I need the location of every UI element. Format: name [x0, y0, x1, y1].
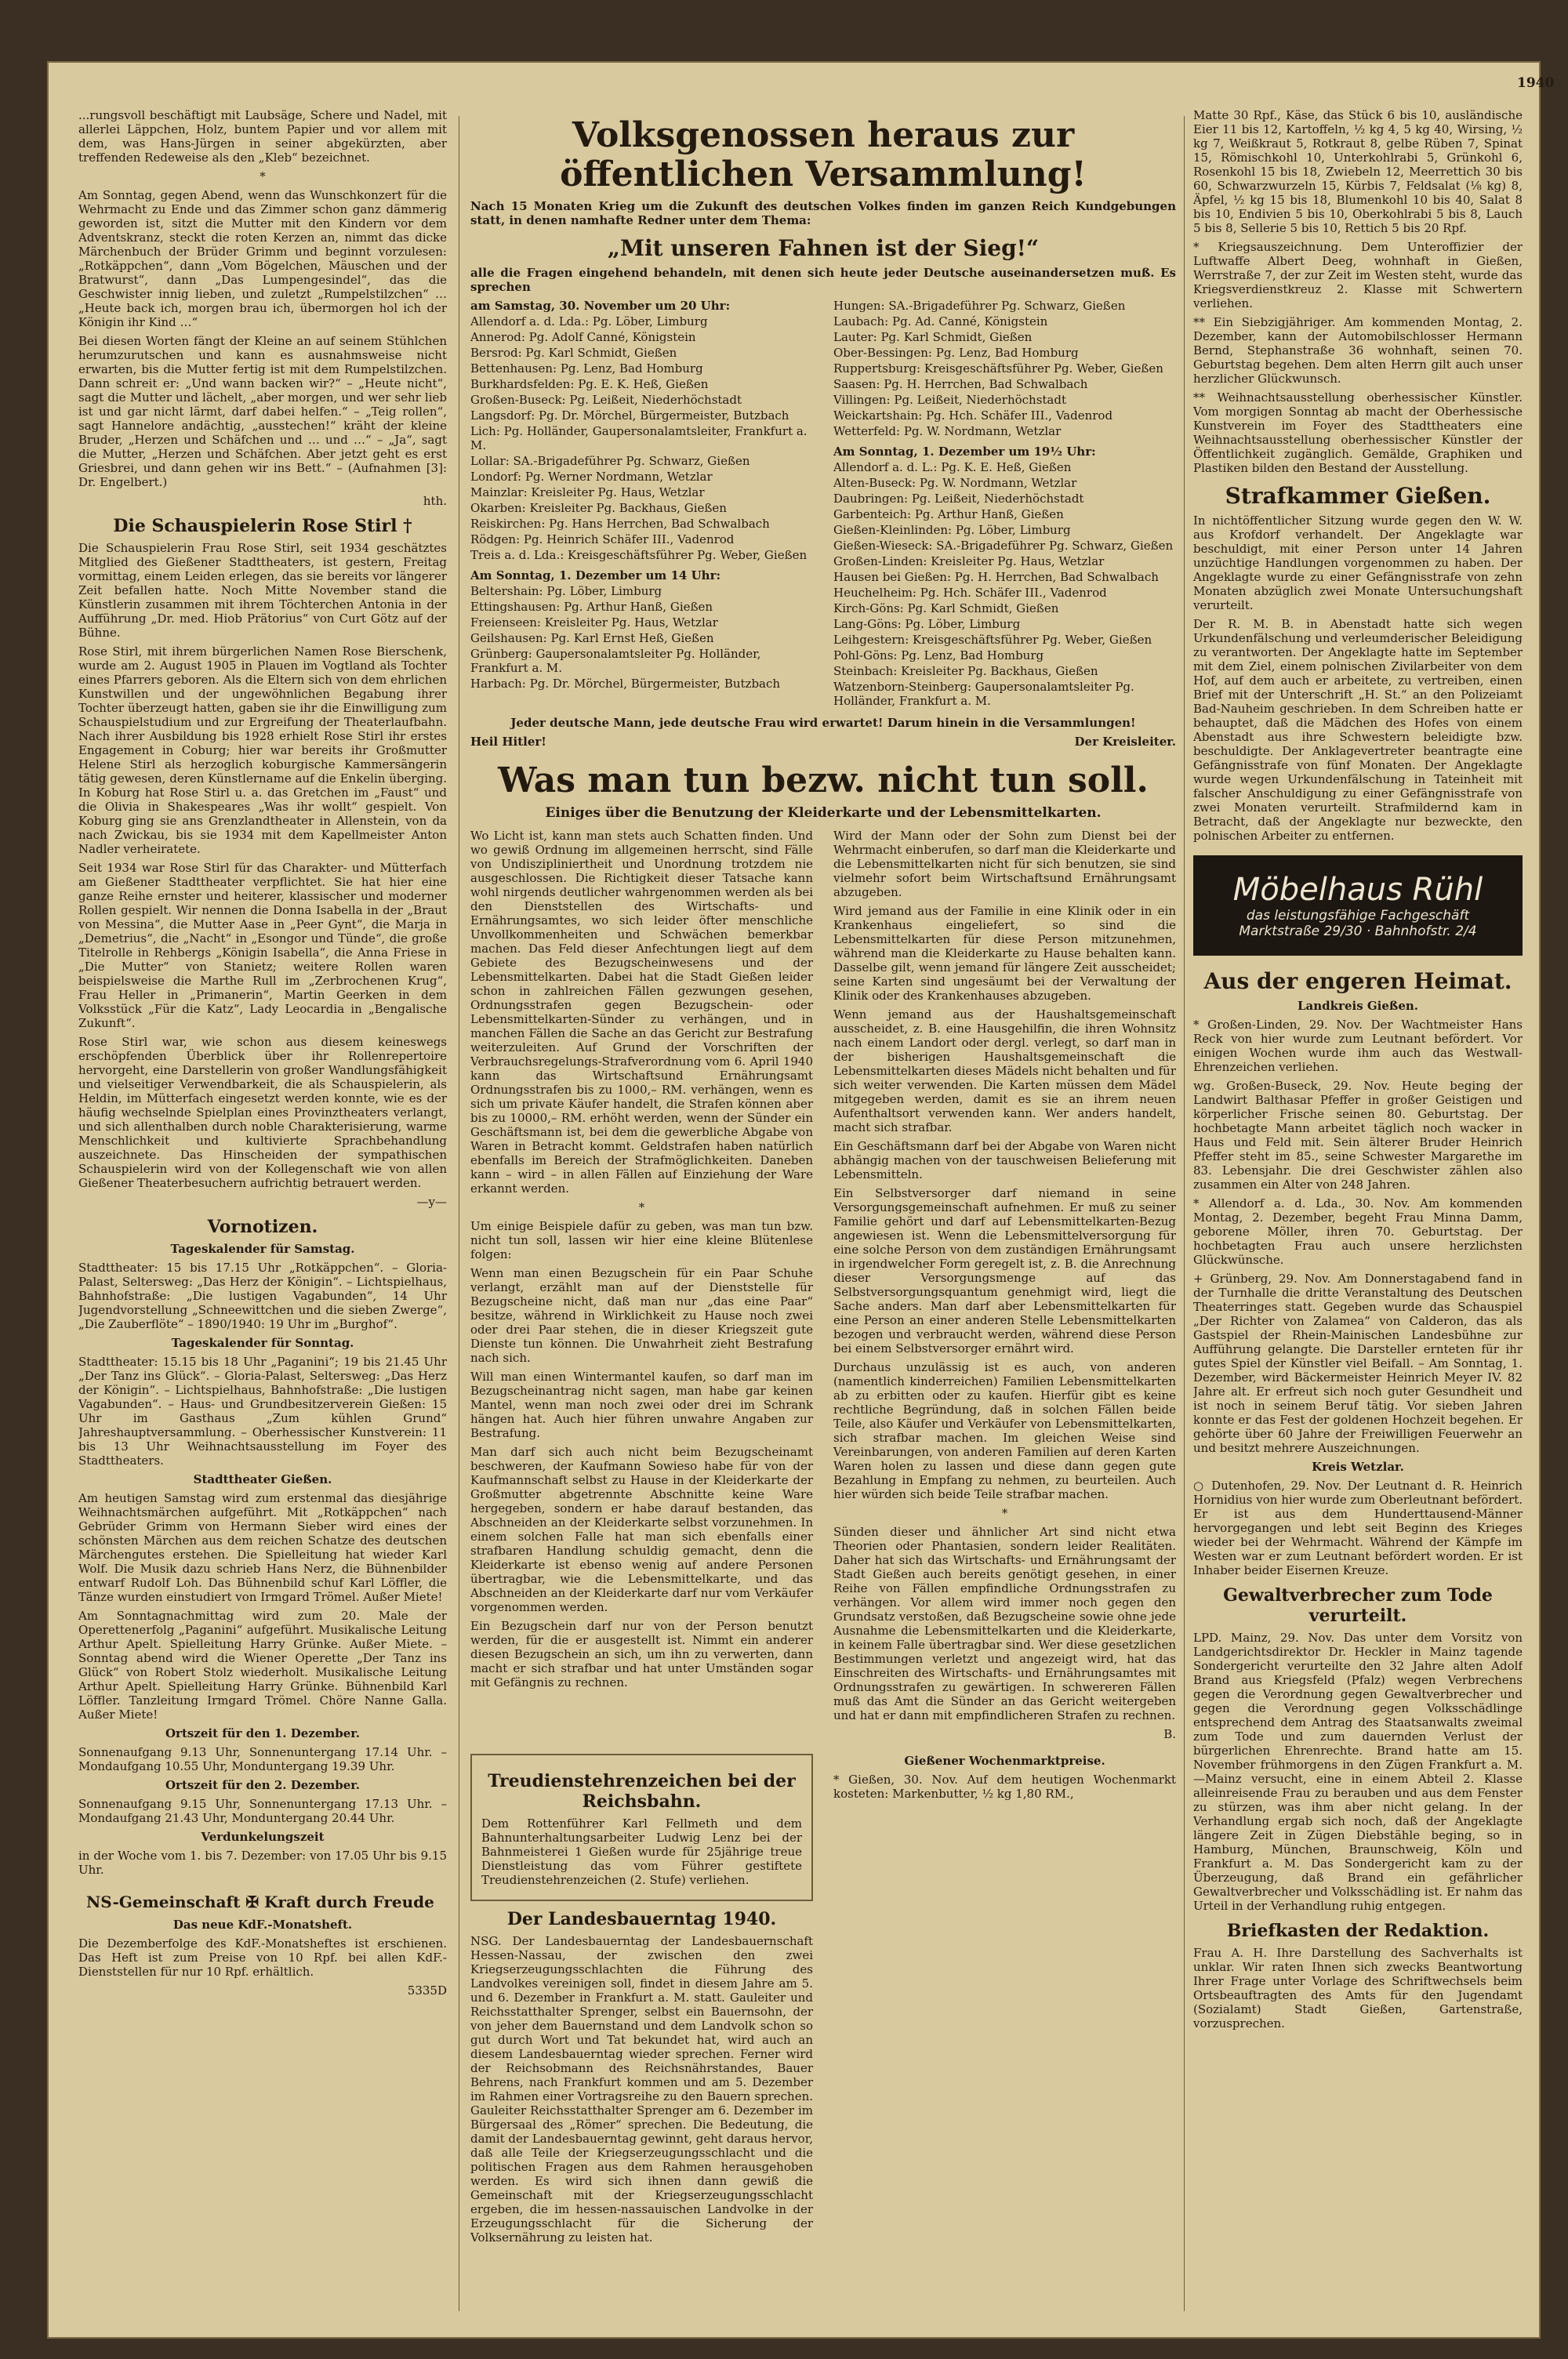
closing-call: Jeder deutsche Mann, jede deutsche Frau wird erwartet! Darum hinein in die Versammlungen!: [510, 716, 1136, 730]
article-text: Wenn man einen Bezugschein für ein Paar Schuhe verlangt, erzählt man auf der Dienststelle für Bezugscheine nicht, daß man nur „das eine Paar“ besitze, während in Wirklichkeit zu Hause noch zwei oder drei Paar stehen, die in dieser Kriegszeit gute Dienste tun können. Die Unwahrheit zieht Bestrafung nach sich.: [470, 1266, 813, 1365]
list-item: Ettingshausen: Pg. Arthur Hanß, Gießen: [470, 600, 713, 614]
kdf-label: NS-Gemeinschaft ✠ Kraft durch Freude: [86, 1893, 434, 1911]
list-item: Hausen bei Gießen: Pg. H. Herrchen, Bad Schwalbach: [833, 570, 1159, 584]
article-text: * Gießen, 30. Nov. Auf dem heutigen Wochenmarkt kosteten: Markenbutter, ½ kg 1,80 RM.,: [833, 1773, 1176, 1801]
list-item: Heuchelheim: Pg. Hch. Schäfer III., Vadenrod: [833, 586, 1107, 600]
newspaper-page: [47, 61, 1541, 2339]
article-text: Bei diesen Worten fängt der Kleine an auf seinem Stühlchen herumzurutschen und kann es ausnahmsweise nicht erwarten, bis die Mutter fertig ist mit dem Rumpelstilzchen. Dann schreit er: „Und wann backen wir?“ – „Heute nicht“, sagt die Mutter und lächelt, „aber morgen, und wer sehr lieb ist und gar nicht lärmt, darf dabei helfen.“ – „Teig rollen“, sagt Hannelore andächtig, „ausstechen!“ kräht der kleine Bruder, „Herzen und Schäfchen und … und …“ – „Ja“, sagt die Mutter, „Herzen und Schäfchen. Aber jetzt geht es erst Griesbrei, und dann gehen wir ins Bett.“ – (Aufnahmen [3]: Dr. Engelbert.): [78, 334, 447, 489]
list-item: Beltershain: Pg. Löber, Limburg: [470, 584, 662, 598]
list-item: Lollar: SA.-Brigadeführer Pg. Schwarz, Gießen: [470, 454, 750, 468]
article-text: Ein Selbstversorger darf niemand in seine Versorgungsgemeinschaft aufnehmen. Er muß zu seiner Familie gehört und darf auf Lebensmittelkarten-Bezug angewiesen ist. Wenn die Lebensmittelversorgung für eine solche Person von dem zuständigen Ernährungsamt in irgendwelcher Form geregelt ist, z. B. die Anrechnung dieser Versorgungsmenge auf das Selbstversorgungsquantum genehmigt wird, liegt die Sache anders. Man darf aber Lebensmittelkarten für eine Person an einer anderen Stelle Lebensmittelkarten bezogen und verbraucht werden, während diese Person bei einem Selbstversorger ernährt wird.: [833, 1186, 1176, 1356]
list-item: Hungen: SA.-Brigadeführer Pg. Schwarz, Gießen: [833, 299, 1126, 313]
headline-treudienst: Treudienstehrenzeichen bei der Reichsbahn.: [488, 1771, 796, 1812]
subhead: Ortszeit für den 2. Dezember.: [165, 1778, 361, 1792]
motto: „Mit unseren Fahnen ist der Sieg!“: [607, 235, 1040, 261]
margin-page-number: 1940: [1517, 75, 1555, 91]
list-item: Steinbach: Kreisleiter Pg. Backhaus, Gießen: [833, 664, 1098, 678]
article-text: Wird jemand aus der Familie in eine Klinik oder in ein Krankenhaus eingeliefert, so sind die Lebensmittelkarten für diese Person mitzunehmen, während man die Kleiderkarte zu Hause behalten kann. Dasselbe gilt, wenn jemand für längere Zeit ausscheidet; seine Karten sind ungesäumt bei der Verwaltung der Klinik oder des Krankenhauses abzugeben.: [833, 904, 1176, 1003]
article-text: Um einige Beispiele dafür zu geben, was man tun bzw. nicht tun soll, lassen wir hier eine kleine Blütenlese folgen:: [470, 1219, 813, 1261]
list-item: Leihgestern: Kreisgeschäftsführer Pg. Weber, Gießen: [833, 633, 1152, 647]
headline-heimat: Aus der engeren Heimat.: [1203, 968, 1512, 994]
article-text: Am Sonntagnachmittag wird zum 20. Male der Operettenerfolg „Paganini“ aufgeführt. Musikalische Leitung Arthur Apelt. Spielleitung Harry Grünke. Außer Miete. – Sonntag abend wird die Wiener Operette „Der Tanz ins Glück“ von Robert Stolz wiederholt. Musikalische Leitung Arthur Apelt. Spielleitung Harry Grünke. Bühnenbild Karl Löffler. Tanzleitung Irmgard Trömel. Chöre Nanne Galla. Außer Miete!: [78, 1609, 447, 1722]
list-item: Burkhardsfelden: Pg. E. K. Heß, Gießen: [470, 377, 709, 391]
list-item: Allendorf a. d. Lda.: Pg. Löber, Limburg: [470, 314, 708, 328]
article-text: Ein Geschäftsmann darf bei der Abgabe von Waren nicht abhängig machen von der tauschweisen Belieferung mit Lebensmitteln.: [833, 1139, 1176, 1181]
list-item: Lauter: Pg. Karl Schmidt, Gießen: [833, 330, 1033, 344]
headline-briefkasten: Briefkasten der Redaktion.: [1226, 1921, 1490, 1941]
ad-name: Möbelhaus Rühl: [1232, 872, 1483, 908]
article-text: Rose Stirl war, wie schon aus diesem keineswegs erschöpfenden Überblick über ihr Rollenrepertoire hervorgeht, eine Darstellerin von großer Wandlungsfähigkeit und vielseitiger Verwendbarkeit, die als Schauspielerin, als Heldin, im Mütterfach eingesetzt werden konnte, wie es der häufig wechselnde Spielplan eines Provinztheaters verlangt, und sich allenthalben durch noble Charakterisierung, warme Menschlichkeit und kultivierte Sprachbehandlung auszeichnete. Das Hinscheiden der sympathischen Schauspielerin wird von der Kollegenschaft wie von allen Gießener Theaterbesuchern aufrichtig betrauert werden.: [78, 1035, 447, 1190]
article-text: Wo Licht ist, kann man stets auch Schatten finden. Und wo gewiß Ordnung im allgemeinen herrscht, sind Fälle von Undiszipliniertheit und Unordnung trotzdem nie ausgeschlossen. Die Richtigkeit dieser Tatsache kann wohl nirgends deutlicher wahrgenommen werden als bei den Dienststellen des Wirtschafts- und Ernährungsamtes, wo sich leider öfter menschliche Unvollkommenheiten und Schwächen bemerkbar machen. Das Feld dieser Anfechtungen liegt auf dem Gebiete des Bezugscheinwesens und der Lebensmittelkarten. Dabei hat die Stadt Gießen leider schon in zahlreichen Fällen gezwungen gesehen, Ordnungsstrafen gegen Bezugschein- oder Lebensmittelkarten-Sünder zu verhängen, und in manchen Fällen die Sache an das Gericht zur Bestrafung weiterzuleiten. Auf Grund der Vorschriften der Verbrauchsregelungs-Strafverordnung vom 6. April 1940 kann das Wirtschaftsund Ernährungsamt Ordnungsstrafen bis zu 1000,– RM. verhängen, wenn es sich um private Käufer handelt, die Strafen können aber bis zu 10000,– RM. erhöht werden, wenn der Sünder ein Geschäftsmann ist, bei dem die gewerbliche Abgabe von Waren in Betracht kommt. Geldstrafen haben natürlich ebenfalls im Bereich der Strafmöglichkeiten. Daneben kann – wird – in allen Fällen auf Einziehung der Ware erkannt werden.: [470, 829, 813, 1196]
headline-vornotizen: Vornotizen.: [207, 1217, 318, 1237]
article-text: Stadttheater: 15.15 bis 18 Uhr „Paganini“; 19 bis 21.45 Uhr „Der Tanz ins Glück“. – Gloria-Palast, Seltersweg: „Das Herz der Königin“. – Lichtspielhaus, Bahnhofstraße: „Die lustigen Vagabunden“. – Haus- und Grundbesitzerverein Gießen: 15 Uhr im Gasthaus „Zum kühlen Grund“ Jahreshauptversammlung. – Oberhessischer Kunstverein: 11 bis 13 Uhr Weihnachtsausstellung im Foyer des Stadttheaters.: [78, 1355, 447, 1468]
article-text: Sünden dieser und ähnlicher Art sind nicht etwa Theorien oder Phantasien, sondern leider Realitäten. Daher hat sich das Wirtschafts- und Ernährungsamt der Stadt Gießen auch bereits genötigt gesehen, in einer Reihe von Fällen empfindliche Ordnungsstrafen zu verhängen. Vor allem wird immer noch gegen den Grundsatz verstoßen, daß Bezugscheine sowie ohne jede Ausnahme die Lebensmittelkarten und die Kleiderkarte, in keinem Falle übertragbar sind. Wer diese gesetzlichen Bestimmungen verletzt und angezeigt wird, hat das Einschreiten des Wirtschafts- und Ernährungsamtes mit Ordnungsstrafen zu gewärtigen. In schwereren Fällen muß das Amt die Sünder an das Gericht weitergeben und hat er dann mit empfindlicheren Strafen zu rechnen.: [833, 1525, 1176, 1722]
list-item: Laubach: Pg. Ad. Canné, Königstein: [833, 314, 1048, 328]
article-text: Rose Stirl, mit ihrem bürgerlichen Namen Rose Bierschenk, wurde am 2. August 1905 in Plauen im Vogtland als Tochter eines Pfarrers geboren. Als die Eltern sich von dem ehrlichen Kunstwillen und der ungewöhnlichen Begabung ihrer Tochter überzeugt hatten, gaben sie ihr die Einwilligung zum Schauspielstudium und zur Ergreifung der Theaterlaufbahn. Nach ihrer Ausbildung bis 1928 erhielt Rose Stirl ihr erstes Engagement in Coburg; hier war bereits ihr Großmutter Helene Stirl als herzoglich koburgische Kammersängerin tätig gewesen, deren Künstlername auf die Enkelin überging. In Koburg hat Rose Stirl u. a. das Gretchen im „Faust“ und die Olivia in Shakespeares „Was ihr wollt“ gespielt. Von Koburg ging sie ans Grenzlandtheater in Allenstein, von da nach Zwickau, bis sie 1934 mit dem Kapellmeister Anton Nadler verheiratete.: [78, 644, 447, 856]
article-text: Frau A. H. Ihre Darstellung des Sachverhalts ist unklar. Wir raten Ihnen sich zwecks Beantwortung Ihrer Frage unter Vorlage des Schriftwechsels beim Ortsbeauftragten des Amts für den Jugendamt (Sozialamt) Stadt Gießen, Gartenstraße, vorzusprechen.: [1193, 1946, 1523, 2031]
headline-was-man-tun: Was man tun bezw. nicht tun soll.: [498, 760, 1149, 800]
list-item: Gießen-Kleinlinden: Pg. Löber, Limburg: [833, 523, 1071, 537]
closing-greeting: Heil Hitler!: [470, 735, 546, 749]
list-item: Grünberg: Gaupersonalamtsleiter Pg. Holländer, Frankfurt a. M.: [470, 647, 761, 675]
subhead: Tageskalender für Sonntag.: [171, 1336, 354, 1350]
ad-address: Marktstraße 29/30 · Bahnhofstr. 2/4: [1239, 924, 1477, 939]
list-item: Lich: Pg. Holländer, Gaupersonalamtsleiter, Frankfurt a. M.: [470, 424, 808, 452]
date-heading: am Samstag, 30. November um 20 Uhr:: [470, 299, 731, 313]
article-body-two-col: Wo Licht ist, kann man stets auch Schatten finden. Und wo gewiß Ordnung im allgemeinen herrscht, sind Fälle von Undiszipliniertheit und Unordnung trotzdem nie ausgeschlossen. Die Richtigkeit dieser Tatsache kann wohl nirgends deutlicher wahrgenommen werden als bei den Dienststellen des Wirtschafts- und Ernährungsamtes, wo sich leider öfter menschliche Unvollkommenheiten und Schwächen bemerkbar machen. Das Feld dieser Anfechtungen liegt auf dem Gebiete des Bezugscheinwesens und der Lebensmittelkarten. Dabei hat die Stadt Gießen leider schon in zahlreichen Fällen gezwungen gesehen, Ordnungsstrafen gegen Bezugschein- oder Lebensmittelkarten-Sünder zu verhängen, und in manchen Fällen die Sache an das Gericht zur Bestrafung weiterzuleiten. Auf Grund der Vorschriften der Verbrauchsregelungs-Strafverordnung vom 6. April 1940 kann das Wirtschaftsund Ernährungsamt Ordnungsstrafen bis zu 1000,– RM. verhängen, wenn es sich um private Käufer handelt, die Strafen können aber bis zu 10000,– RM. erhöht werden, wenn der Sünder ein Geschäftsmann ist, bei dem die gewerbliche Abgabe von Waren in Betracht kommt. Geldstrafen haben natürlich ebenfalls im Bereich der Strafmöglichkeiten. Daneben kann – wird – in allen Fällen auf Einziehung der Ware erkannt werden. * Um einige Beispiele dafür zu geben, was man tun bzw. nicht tun soll, lassen wir hier eine kleine Blütenlese folgen: Wenn man einen Bezugschein für ein Paar Schuhe verlangt, erzählt man auf der Dienststelle für Bezugscheine nicht, daß man nur „das eine Paar“ besitze, während in Wirklichkeit zu Hause noch zwei oder drei Paar stehen, die in dieser Kriegszeit gute Dienste tun können. Die Unwahrheit zieht Bestrafung nach sich. Will man einen Wintermantel kaufen, so darf man im Bezugscheinantrag nicht sagen, man habe gar keinen Mantel, wenn man noch zwei oder drei im Schrank hängen hat. Auch hier führen unwahre Angaben zur Bestrafung. Man darf sich auch nicht beim Bezugscheinamt beschweren, der Kaufmann Sowieso habe für von der Kaufmannschaft selbst zu Hause in der Kleiderkarte der Großmutter abgetrennte Abschnitte keine Ware hergegeben, sondern er habe darauf bestanden, das Abschneiden an der Kleiderkarte selbst vorzunehmen. In einem solchen Falle hat man sich ebenfalls einer strafbaren Handlung schuldig gemacht, denn die Kleiderkarte ist ebenso wenig auf andere Personen übertragbar, wie die Lebensmittelkarte, und das Abschneiden an der Kleiderkarte darf nur vom Verkäufer vorgenommen werden. Ein Bezugschein darf nur von der Person benutzt werden, für die er ausgestellt ist. Nimmt ein anderer diesen Bezugschein an sich, um ihn zu verwerten, dann macht er sich strafbar und hat unter Umständen sogar mit Gefängnis zu rechnen. Wird der Mann oder der Sohn zum Dienst bei der Wehrmacht einberufen, so darf man die Kleiderkarte und die Lebensmittelkarten nicht für sich benutzen, sie sind vielmehr sofort beim Wirtschaftsund Ernährungsamt abzugeben. Wird jemand aus der Familie in eine Klinik oder in ein Krankenhaus eingeliefert, so sind die Lebensmittelkarten für diese Person mitzunehmen, während man die Kleiderkarte zu Hause behalten kann. Dasselbe gilt, wenn jemand für längere Zeit ausscheidet; seine Karten sind ungesäumt bei der Verwaltung der Klinik oder des Krankenhauses abzugeben. Wenn jemand aus der Haushaltsgemeinschaft ausscheidet, z. B. eine Hausgehilfin, die ihren Wohnsitz nach einem Landort oder dergl. verlegt, so darf man in der bisherigen Haushaltsgemeinschaft die Lebensmittelkarten dieses Mädels nicht behalten und für sich weiter verwenden. Die Karten müssen dem Mädel mitgegeben werden, damit es sie an ihrem neuen Aufenthaltsort verwenden kann. Wer anders handelt, macht sich strafbar. Ein Geschäftsmann darf bei der Abgabe von Waren nicht abhängig machen von der tauschweisen Belieferung mit Lebensmitteln. Ein Selbstversorger darf niemand in seine Versorgungsgemeinschaft aufnehmen. Er muß zu seiner Familie gehört und darf auf Lebensmittelkarten-Bezug angewiesen ist. Wenn die Lebensmittelversorgung für eine solche Person von dem zuständigen Ernährungsamt in irgendwelcher Form geregelt ist, z. B. die Anrechnung dieser Versorgungsmenge auf das Selbstversorgungsquantum genehmigt wird, liegt die Sache anders. Man darf aber Lebensmittelkarten für eine Person an einer anderen Stelle Lebensmittelkarten bezogen und verbraucht werden, während diese Person bei einem Selbstversorger ernährt wird. Durchaus unzulässig ist es auch, von anderen (namentlich kinderreichen) Familien Lebensmittelkarten ab zu erbitten oder zu kaufen. Hierfür gibt es keine rechtliche Begründung, daß in solchen Fällen beide Teile, also Käufer und Verkäufer von Lebensmittelkarten, sich strafbar machen. Im gleichen Weise sind Vereinbarungen, von anderen Familien auf deren Karten Waren holen zu lassen und diese dann gegen gute Bezahlung in Empfang zu nehmen, zu beurteilen. Auch hier würden sich beide Teile strafbar machen. * Sünden dieser und ähnlicher Art sind nicht etwa Theorien oder Phantasien, sondern leider Realitäten. Daher hat sich das Wirtschafts- und Ernährungsamt der Stadt Gießen auch bereits genötigt gesehen, in einer Reihe von Fällen empfindliche Ordnungsstrafen zu verhängen. Vor allem wird immer noch gegen den Grundsatz verstoßen, daß Bezugscheine sowie ohne jede Ausnahme die Lebensmittelkarten und die Kleiderkarte, in keinem Falle übertragbar sind. Wer diese gesetzlichen Bestimmungen verletzt und angezeigt wird, hat das Einschreiten des Wirtschafts- und Ernährungsamtes mit Ordnungsstrafen zu gewärtigen. In schwereren Fällen muß das Amt die Sünder an das Gericht weitergeben und hat er dann mit empfindlicheren Strafen zu rechnen. B.: [470, 829, 1176, 1741]
list-item: Weickartshain: Pg. Hch. Schäfer III., Vadenrod: [833, 408, 1113, 423]
center-column: [470, 108, 1176, 2319]
article-text: * Kriegsauszeichnung. Dem Unteroffizier der Luftwaffe Albert Deeg, wohnhaft in Gießen, Werrstraße 7, der zur Zeit im Westen steht, wurde das Kriegsverdienstkreuz 2. Klasse mit Schwertern verliehen.: [1193, 240, 1523, 310]
list-item: Villingen: Pg. Leißeit, Niederhöchstadt: [833, 393, 1067, 407]
article-text: Seit 1934 war Rose Stirl für das Charakter- und Mütterfach am Gießener Stadttheater verpflichtet. Sie hat hier eine ganze Reihe ernster und heiterer, klassischer und moderner Rollen gespielt. Wir nennen die Donna Isabella in der „Braut von Messina“, die Mutter Aase in „Peer Gynt“, die Marja in „Demetrius“, die „Nacht“ in „Esongor und Tünde“, die große Titelrolle in Rehbergs „Königin Isabella“, die Anna Friese in „Die Mutter“ von Stanietz; weitere Rollen waren beispielsweise die Marthe Rull im „Zerbrochenen Krug“, Frau Heller in „Primanerin“, Martin Geerken in dem Volksstück „Für die Katz“, Lady Leocardia in „Bengalische Zukunft“.: [78, 861, 447, 1030]
kdf-banner: [78, 1886, 447, 1918]
subhead: Landkreis Gießen.: [1298, 999, 1418, 1013]
article-text: wg. Großen-Buseck, 29. Nov. Heute beging der Landwirt Balthasar Pfeffer in großer Geistigen und körperlicher Frische seinen 80. Geburtstag. Der hochbetagte Mann arbeitet täglich noch wacker in Haus und Feld mit. Sein älterer Bruder Heinrich Pfeffer steht im 85., seine Schwester Margarethe im 83. Lebensjahr. Die drei Geschwister zählen also zusammen ein Alter von 248 Jahren.: [1193, 1079, 1523, 1192]
list-item: Annerod: Pg. Adolf Canné, Königstein: [470, 330, 696, 344]
list-item: Freienseen: Kreisleiter Pg. Haus, Wetzlar: [470, 615, 718, 630]
intro-text: alle die Fragen eingehend behandeln, mit denen sich heute jeder Deutsche auseinandersetzen muß. Es sprechen: [470, 266, 1176, 294]
list-item: Ober-Bessingen: Pg. Lenz, Bad Homburg: [833, 346, 1079, 360]
subhead: Tageskalender für Samstag.: [170, 1242, 355, 1256]
signature: hth.: [423, 494, 447, 508]
article-text: Stadttheater: 15 bis 17.15 Uhr „Rotkäppchen“. – Gloria-Palast, Seltersweg: „Das Herz der Königin“. – Lichtspielhaus, Bahnhofstraße: „Die lustigen Vagabunden“, 14 Uhr Jugendvorstellung „Schneewittchen und die sieben Zwerge“, „Die Zauberflöte“ – 1890/1940: 19 Uhr im „Burghof“.: [78, 1261, 447, 1331]
moebelhaus-ad: [1193, 855, 1523, 956]
article-text: ...rungsvoll beschäftigt mit Laubsäge, Schere und Nadel, mit allerlei Läppchen, Holz, buntem Papier und vor allem mit dem, was Hans-Jürgen in seiner abgekürzten, aber treffenden Redeweise als den „Kleb“ bezeichnet.: [78, 108, 447, 165]
subhead: Gießener Wochenmarktpreise.: [904, 1754, 1105, 1768]
list-item: Mainzlar: Kreisleiter Pg. Haus, Wetzlar: [470, 485, 705, 499]
article-text: Sonnenaufgang 9.13 Uhr, Sonnenuntergang 17.14 Uhr. – Mondaufgang 10.55 Uhr, Monduntergang 19.39 Uhr.: [78, 1745, 447, 1773]
article-text: Dem Rottenführer Karl Fellmeth und dem Bahnunterhaltungsarbeiter Ludwig Lenz bei der Bahnmeisterei 1 Gießen wurde für 25jährige treue Dienstleistung das vom Führer gestiftete Treudienstehrenzeichen (2. Stufe) verliehen.: [481, 1816, 802, 1887]
subhead: Stadttheater Gießen.: [193, 1472, 332, 1486]
article-text: Am heutigen Samstag wird zum erstenmal das diesjährige Weihnachtsmärchen aufgeführt. Mit „Rotkäppchen“ nach Gebrüder Grimm von Hermann Sieber wird eines der schönsten Märchen aus dem reichen Schatze des deutschen Märchengutes erstehen. Die Spielleitung hat wieder Karl Wolf. Die Musik dazu schrieb Hans Nerz, die Bühnenbilder entwarf Rudolf Loh. Das Bühnenbild schuf Karl Löffler, die Tänze wurden einstudiert von Irmgard Trömel. Außer Miete!: [78, 1491, 447, 1604]
article-text: Durchaus unzulässig ist es auch, von anderen (namentlich kinderreichen) Familien Lebensmittelkarten ab zu erbitten oder zu kaufen. Hierfür gibt es keine rechtliche Begründung, daß in solchen Fällen beide Teile, also Käufer und Verkäufer von Lebensmittelkarten, sich strafbar machen. Im gleichen Weise sind Vereinbarungen, von anderen Familien auf deren Karten Waren holen zu lassen und diese dann gegen gute Bezahlung in Empfang zu nehmen, zu beurteilen. Auch hier würden sich beide Teile strafbar machen.: [833, 1360, 1176, 1501]
list-item: Saasen: Pg. H. Herrchen, Bad Schwalbach: [833, 377, 1088, 391]
list-item: Kirch-Göns: Pg. Karl Schmidt, Gießen: [833, 601, 1059, 615]
article-text: * Allendorf a. d. Lda., 30. Nov. Am kommenden Montag, 2. Dezember, begeht Frau Minna Damm, geborene Möller, ihren 70. Geburtstag. Der hochbetagten Frau auch unsere herzlichsten Glückwünsche.: [1193, 1196, 1523, 1267]
reichsbahn-box: [470, 1754, 813, 1901]
right-column: [1193, 108, 1523, 2319]
article-text: LPD. Mainz, 29. Nov. Das unter dem Vorsitz von Landgerichtsdirektor Dr. Heckler in Mainz tagende Sondergericht verurteilte den 32 Jahre alten Adolf Brand aus Kriegsfeld (Pfalz) wegen Verbrechens gegen die Verordnung gegen Gewaltverbrecher und gegen die Verordnung gegen Volksschädlinge entsprechend dem Antrag des Staatsanwalts zweimal zum Tode und zum dauernden Verlust der bürgerlichen Ehrenrechte. Brand hatte am 15. November frühmorgens in den Zügen Frankfurt a. M.—Mainz versucht, eine in einem Abteil 2. Klasse alleinreisende Frau zu berauben und aus dem Fenster zu stürzen, was ihm aber nicht gelang. In der Verhandlung ergab sich noch, daß der Angeklagte längere Zeit in Zügen Diebstähle beging, so in Hamburg, München, Braunschweig, Köln und Frankfurt a. M. Das Sondergericht kam zu der Überzeugung, daß Brand ein gefährlicher Gewaltverbrecher und Volksschädling ist. Er nahm das Urteil in der Verhandlung ruhig entgegen.: [1193, 1631, 1523, 1913]
ad-slogan: das leistungsfähige Fachgeschäft: [1246, 908, 1470, 924]
list-item: Watzenborn-Steinberg: Gaupersonalamtsleiter Pg. Holländer, Frankfurt a. M.: [833, 680, 1134, 708]
date-heading: Am Sonntag, 1. Dezember um 14 Uhr:: [470, 568, 721, 582]
speaker-lists: [470, 299, 1176, 710]
article-text: NSG. Der Landesbauerntag der Landesbauernschaft Hessen-Nassau, der zwischen den zwei Kriegserzeugungsschlachten die Führung des Landvolkes vereinigen soll, findet in diesem Jahre am 5. und 6. Dezember in Frankfurt a. M. statt. Gauleiter und Reichsstatthalter Sprenger, selbst ein Bauernsohn, der von jeher dem Bauernstand und dem Landvolk schon so gut durch Wort und Tat bekundet hat, wird auch an diesem Landesbauerntag wieder sprechen. Ferner wird der Reichsobmann des Reichsnährstandes, Bauer Behrens, nach Frankfurt kommen und am 5. Dezember im Rahmen einer Vortragsreihe zu den Bauern sprechen. Gauleiter Reichsstatthalter Sprenger am 6. Dezember im Bürgersaal des „Römer“ sprechen. Die Bedeutung, die damit der Landesbauerntag gewinnt, geht daraus hervor, daß alle Teile der Kriegserzeugungsschlacht und die politischen Fragen aus dem Rahmen herausgehoben werden. Es wird sich ihnen dann gewiß die Gemeinschaft mit der Kriegserzeugungsschlacht ergeben, die im hessen-nassauischen Landvolke in der Erzeugungsschlacht für die Sicherung der Volksernährung zu leisten hat.: [470, 1934, 813, 2245]
subhead: Verdunkelungszeit: [201, 1830, 325, 1844]
list-item: Pohl-Göns: Pg. Lenz, Bad Homburg: [833, 648, 1044, 662]
article-text: Die Dezemberfolge des KdF.-Monatsheftes ist erschienen. Das Heft ist zum Preise von 10 Rpf. bei allen KdF.-Dienststellen für nur 10 Rpf. erhältlich.: [78, 1936, 447, 1979]
list-item: Bersrod: Pg. Karl Schmidt, Gießen: [470, 346, 677, 360]
closing-signature: Der Kreisleiter.: [1074, 735, 1176, 749]
list-item: Harbach: Pg. Dr. Mörchel, Bürgermeister, Butzbach: [470, 677, 781, 691]
list-item: Lang-Göns: Pg. Löber, Limburg: [833, 617, 1021, 631]
article-text: Will man einen Wintermantel kaufen, so darf man im Bezugscheinantrag nicht sagen, man habe gar keinen Mantel, wenn man noch zwei oder drei im Schrank hängen hat. Auch hier führen unwahre Angaben zur Bestrafung.: [470, 1370, 813, 1440]
subhead: Kreis Wetzlar.: [1312, 1460, 1404, 1474]
headline-landesbauerntag: Der Landesbauerntag 1940.: [506, 1909, 777, 1929]
ad-code: 5335D: [407, 1983, 447, 1998]
list-item: Allendorf a. d. L.: Pg. K. E. Heß, Gießen: [833, 460, 1072, 474]
article-text: Wird der Mann oder der Sohn zum Dienst bei der Wehrmacht einberufen, so darf man die Kleiderkarte und die Lebensmittelkarten nicht für sich benutzen, sie sind vielmehr sofort beim Wirtschaftsund Ernährungsamt abzugeben.: [833, 829, 1176, 899]
list-item: Gießen-Wieseck: SA.-Brigadeführer Pg. Schwarz, Gießen: [833, 539, 1174, 553]
article-text: Man darf sich auch nicht beim Bezugscheinamt beschweren, der Kaufmann Sowieso habe für von der Kaufmannschaft selbst zu Hause in der Kleiderkarte der Großmutter abgetrennte Abschnitte keine Ware hergegeben, sondern er habe darauf bestanden, das Abschneiden an der Kleiderkarte selbst vorzunehmen. In einem solchen Falle hat man sich ebenfalls einer strafbaren Handlung schuldig gemacht, denn die Kleiderkarte ist ebenso wenig auf andere Personen übertragbar, wie die Lebensmittelkarte, und das Abschneiden an der Kleiderkarte darf nur vom Verkäufer vorgenommen werden.: [470, 1445, 813, 1614]
article-text: ○ Dutenhofen, 29. Nov. Der Leutnant d. R. Heinrich Hornidius von hier wurde zum Oberleutnant befördert. Er ist aus dem Hunderttausend-Männer hervorgegangen und lebt seit Beginn des Krieges wieder bei der Wehrmacht. Während der Kämpfe im Westen war er zum Leutnant befördert worden. Er ist Inhaber beider Eisernen Kreuze.: [1193, 1479, 1523, 1577]
article-text: Wenn jemand aus der Haushaltsgemeinschaft ausscheidet, z. B. eine Hausgehilfin, die ihren Wohnsitz nach einem Landort oder dergl. verlegt, so darf man in der bisherigen Haushaltsgemeinschaft die Lebensmittelkarten dieses Mädels nicht behalten und für sich weiter verwenden. Die Karten müssen dem Mädel mitgegeben werden, damit es sie an ihrem neuen Aufenthaltsort verwenden kann. Wer anders handelt, macht sich strafbar.: [833, 1007, 1176, 1134]
date-heading: Am Sonntag, 1. Dezember um 19½ Uhr:: [833, 445, 1096, 459]
list-item: Alten-Buseck: Pg. W. Nordmann, Wetzlar: [833, 476, 1077, 490]
list-item: Rödgen: Pg. Heinrich Schäfer III., Vadenrod: [470, 532, 735, 546]
article-text: + Grünberg, 29. Nov. Am Donnerstagabend fand in der Turnhalle die dritte Veranstaltung des Deutschen Theaterringes statt. Gegeben wurde das Schauspiel „Der Richter von Zalamea“ von Calderon, das als Gastspiel der Rhein-Mainischen Landesbühne zur Aufführung gelangte. Die Darsteller ernteten für ihr gutes Spiel der Künstler viel Beifall. – Am Sonntag, 1. Dezember, wird Bäckermeister Heinrich Meyer IV. 82 Jahre alt. Er erfreut sich noch guter Gesundheit und ist noch in seinem Beruf tätig. Vor sieben Jahren konnte er das Fest der goldenen Hochzeit begehen. Er gehörte über 60 Jahre der Freiwilligen Feuerwehr an und besitzt mehrere Auszeichnungen.: [1193, 1272, 1523, 1455]
headline-volksgenossen: Volksgenossen heraus zur öffentlichen Versammlung!: [560, 115, 1087, 194]
article-text: Der R. M. B. in Abenstadt hatte sich wegen Urkundenfälschung und verleumderischer Beleidigung zu verantworten. Der Angeklagte hatte im September mit dem Ziel, einem polnischen Zivilarbeiter von dem Hof, auf dem auch er arbeitete, zu vertreiben, einen Brief mit der Unterschrift „H. St.“ an den Polizeiamt Bad-Nauheim geschrieben. In dem Schreiben hatte er behauptet, daß die Mädchen des Hofes von einem Abenstadt aus ihre Schwestern beleidigte bzw. beschuldigte. Der Anklagevertreter beantragte eine Gefängnisstrafe von fünf Monaten. Der Angeklagte wurde wegen Urkundenfälschung in Tateinheit mit falscher Anschuldigung zu einer Gefängnisstrafe von zwei Monaten verurteilt. Strafmildernd kam in Betracht, daß der Angeklagte nur bezweckte, den polnischen Arbeiter zu entfernen.: [1193, 617, 1523, 843]
list-item: Großen-Linden: Kreisleiter Pg. Haus, Wetzlar: [833, 554, 1105, 568]
article-text: Matte 30 Rpf., Käse, das Stück 6 bis 10, ausländische Eier 11 bis 12, Kartoffeln, ½ kg 4, 5 kg 40, Wirsing, ½ kg 7, Weißkraut 5, Rotkraut 8, gelbe Rüben 7, Spinat 15, Römischkohl 10, Unterkohlrabi 5, Grünkohl 6, Rosenkohl 15 bis 18, Zwiebeln 12, Meerrettich 30 bis 60, Schwarzwurzeln 15, Kürbis 7, Feldsalat (⅛ kg) 8, Äpfel, ½ kg 15 bis 18, Blumenkohl 10 bis 40, Salat 8 bis 10, Endivien 5 bis 10, Oberkohlrabi 5 bis 8, Lauch 5 bis 8, Sellerie 5 bis 10, Rettich 5 bis 20 Rpf.: [1193, 108, 1523, 235]
article-text: Ein Bezugschein darf nur von der Person benutzt werden, für die er ausgestellt ist. Nimmt ein anderer diesen Bezugschein an sich, um ihn zu verwerten, dann macht er sich strafbar und hat unter Umständen sogar mit Gefängnis zu rechnen.: [470, 1619, 813, 1689]
intro-text: Nach 15 Monaten Krieg um die Zukunft des deutschen Volkes finden im ganzen Reich Kundgebungen statt, in denen namhafte Redner unter dem Thema:: [470, 199, 1176, 227]
left-column: ...rungsvoll beschäftigt mit Laubsäge, Schere und Nadel, mit allerlei Läppchen, Holz, buntem Papier und vor allem mit dem, was Hans-Jürgen in seiner abgekürzten, aber treffenden Redeweise als den „Kleb“ bezeichnet. * Am Sonntag, gegen Abend, wenn das Wunschkonzert für die Wehrmacht zu Ende und das Zimmer schon ganz dämmerig geworden ist, sitzt die Mutter mit den Kindern vor dem Adventskranz, steckt die roten Kerzen an, nimmt das dicke Märchenbuch der Brüder Grimm und beginnt vorzulesen: „Rotkäppchen“, dann „Vom Bögelchen, Mäuschen und der Bratwurst“, dann „Das Lumpengesindel“, das die Geschwister innig lieben, und zuletzt „Rumpelstilzchen“ … „Heute back ich, morgen brau ich, übermorgen hol ich der Königin ihr Kind …“ Bei diesen Worten fängt der Kleine an auf seinem Stühlchen herumzurutschen und kann es ausnahmsweise nicht erwarten, bis die Mutter fertig ist mit dem Rumpelstilzchen. Dann schreit er: „Und wann backen wir?“ – „Heute nicht“, sagt die Mutter und lächelt, „aber morgen, und wer sehr lieb ist und gar nicht lärmt, darf dabei helfen.“ – „Teig rollen“, sagt Hannelore andächtig, „ausstechen!“ kräht der kleine Bruder, „Herzen und Schäfchen und … und …“ – „Ja“, sagt die Mutter, „Herzen und Schäfchen. Aber jetzt geht es erst Griesbrei, und dann gehen wir ins Bett.“ – (Aufnahmen [3]: Dr. Engelbert.) hth. Die Schauspielerin Rose Stirl † Die Schauspielerin Frau Rose Stirl, seit 1934 geschätztes Mitglied des Gießener Stadttheaters, ist gestern, Freitag vormittag, einem Leiden erlegen, das sie bereits vor längerer Zeit befallen hatte. Noch Mitte November stand die Künstlerin zusammen mit ihrem Töchterchen Antonia in der Aufführung „Dr. med. Hiob Prätorius“ von Curt Götz auf der Bühne. Rose Stirl, mit ihrem bürgerlichen Namen Rose Bierschenk, wurde am 2. August 1905 in Plauen im Vogtland als Tochter eines Pfarrers geboren. Als die Eltern sich von dem ehrlichen Kunstwillen und der ungewöhnlichen Begabung ihrer Tochter überzeugt hatten, gaben sie ihr die Einwilligung zum Schauspielstudium und zur Ergreifung der Theaterlaufbahn. Nach ihrer Ausbildung bis 1928 erhielt Rose Stirl ihr erstes Engagement in Coburg; hier war bereits ihr Großmutter Helene Stirl als herzoglich koburgische Kammersängerin tätig gewesen, deren Künstlername auf die Enkelin überging. In Koburg hat Rose Stirl u. a. das Gretchen im „Faust“ und die Olivia in Shakespeares „Was ihr wollt“ gespielt. Von Koburg ging sie ans Grenzlandtheater in Allenstein, von da nach Zwickau, bis sie 1934 mit dem Kapellmeister Anton Nadler verheiratete. Seit 1934 war Rose Stirl für das Charakter- und Mütterfach am Gießener Stadttheater verpflichtet. Sie hat hier eine ganze Reihe ernster und heiterer, klassischer und moderner Rollen gespielt. Wir nennen die Donna Isabella in der „Braut von Messina“, die Mutter Aase in „Peer Gynt“, die Marja in „Demetrius“, die „Nacht“ in „Esongor und Tünde“, die große Titelrolle in Rehbergs „Königin Isabella“, die Anna Friese in „Die Mutter“ von Stanietz; weitere Rollen waren beispielsweise die Marthe Rull im „Zerbrochenen Krug“, Frau Heller in „Primanerin“, Martin Geerken in dem Volksstück „Für die Katz“, Lady Leocardia in „Bengalische Zukunft“. Rose Stirl war, wie schon aus diesem keineswegs erschöpfenden Überblick über ihr Rollenrepertoire hervorgeht, eine Darstellerin von großer Wandlungsfähigkeit und vielseitiger Verwendbarkeit, die als Schauspielerin, als Heldin, im Mütterfach eingesetzt werden konnte, wie es der häufig wechselnde Spielplan eines Provinztheaters verlangt, und sich allenthalben durch noble Charakterisierung, warme Menschlichkeit und kultivierte Sprachbehandlung auszeichnete. Das Hinscheiden der sympathischen Schauspielerin wird von der Kollegenschaft wie von allen Gießener Theaterbesuchern aufrichtig betrauert werden. —y— Vornotizen. Tageskalender für Samstag. Stadttheater: 15 bis 17.15 Uhr „Rotkäppchen“. – Gloria-Palast, Seltersweg: „Das Herz der Königin“. – Lichtspielhaus, Bahnhofstraße: „Die lustigen Vagabunden“, 14 Uhr Jugendvorstellung „Schneewittchen und die sieben Zwerge“, „Die Zauberflöte“ – 1890/1940: 19 Uhr im „Burghof“. Tageskalender für Sonntag. Stadttheater: 15.15 bis 18 Uhr „Paganini“; 19 bis 21.45 Uhr „Der Tanz ins Glück“. – Gloria-Palast, Seltersweg: „Das Herz der Königin“. – Lichtspielhaus, Bahnhofstraße: „Die lustigen Vagabunden“. – Haus- und Grundbesitzerverein Gießen: 15 Uhr im Gasthaus „Zum kühlen Grund“ Jahreshauptversammlung. – Oberhessischer Kunstverein: 11 bis 13 Uhr Weihnachtsausstellung im Foyer des Stadttheaters. Stadttheater Gießen. Am heutigen Samstag wird zum erstenmal das diesjährige Weihnachtsmärchen aufgeführt. Mit „Rotkäppchen“ nach Gebrüder Grimm von Hermann Sieber wird eines der schönsten Märchen aus dem reichen Schatze des deutschen Märchengutes erstehen. Die Spielleitung hat wieder Karl Wolf. Die Musik dazu schrieb Hans Nerz, die Bühnenbilder entwarf Rudolf Loh. Das Bühnenbild schuf Karl Löffler, die Tänze wurden einstudiert von Irmgard Trömel. Außer Miete! Am Sonntagnachmittag wird zum 20. Male der Operettenerfolg „Paganini“ aufgeführt. Musikalische Leitung Arthur Apelt. Spielleitung Harry Grünke. Außer Miete. – Sonntag abend wird die Wiener Operette „Der Tanz ins Glück“ von Robert Stolz wiederholt. Musikalische Leitung Arthur Apelt. Spielleitung Harry Grünke. Bühnenbild Karl Löffler. Tanzleitung Irmgard Trömel. Chöre Nanne Galla. Außer Miete! Ortszeit für den 1. Dezember. Sonnenaufgang 9.13 Uhr, Sonnenuntergang 17.14 Uhr. – Mondaufgang 10.55 Uhr, Monduntergang 19.39 Uhr. Ortszeit für den 2. Dezember. Sonnenaufgang 9.15 Uhr, Sonnenuntergang 17.13 Uhr. – Mondaufgang 21.43 Uhr, Monduntergang 20.44 Uhr. Verdunkelungszeit in der Woche vom 1. bis 7. Dezember: von 17.05 Uhr bis 9.15 Uhr. NS-Gemeinschaft ✠ Kraft durch Freude Das neue KdF.-Monatsheft. Die Dezemberfolge des KdF.-Monatsheftes ist erschienen. Das Heft ist zum Preise von 10 Rpf. bei allen KdF.-Dienststellen für nur 10 Rpf. erhältlich. 5335D: [78, 108, 447, 1998]
article-text: In nichtöffentlicher Sitzung wurde gegen den W. W. aus Krofdorf verhandelt. Der Angeklagte war beschuldigt, mit einer Person unter 14 Jahren unzüchtige Handlungen vorgenommen zu haben. Der Angeklagte wurde zu einer Gefängnisstrafe von zehn Monaten abzüglich zwei Monate Untersuchungshaft verurteilt.: [1193, 514, 1523, 612]
article-text: in der Woche vom 1. bis 7. Dezember: von 17.05 Uhr bis 9.15 Uhr.: [78, 1849, 447, 1877]
headline-strafkammer: Strafkammer Gießen.: [1225, 483, 1491, 509]
list-item: Langsdorf: Pg. Dr. Mörchel, Bürgermeister, Butzbach: [470, 408, 789, 423]
list-item: Londorf: Pg. Werner Nordmann, Wetzlar: [470, 470, 713, 484]
list-item: Ruppertsburg: Kreisgeschäftsführer Pg. Weber, Gießen: [833, 361, 1163, 376]
list-item: Okarben: Kreisleiter Pg. Backhaus, Gießen: [470, 501, 727, 515]
headline-stirl: Die Schauspielerin Rose Stirl †: [113, 516, 412, 536]
article-text: ** Ein Siebzigjähriger. Am kommenden Montag, 2. Dezember, kann der Automobilschlosser Hermann Bernd, Stephanstraße 36 wohnhaft, seinen 70. Geburtstag begehen. Dem alten Herrn gilt auch unser herzlicher Glückwunsch.: [1193, 315, 1523, 386]
list-item: Garbenteich: Pg. Arthur Hanß, Gießen: [833, 507, 1064, 521]
list-item: Wetterfeld: Pg. W. Nordmann, Wetzlar: [833, 424, 1062, 438]
signature: B.: [1163, 1727, 1176, 1741]
article-text: Sonnenaufgang 9.15 Uhr, Sonnenuntergang 17.13 Uhr. – Mondaufgang 21.43 Uhr, Monduntergang 20.44 Uhr.: [78, 1797, 447, 1825]
article-text: * Großen-Linden, 29. Nov. Der Wachtmeister Hans Reck von hier wurde zum Leutnant befördert. Vor einigen Wochen wurde ihm auch das Westwall-Ehrenzeichen verliehen.: [1193, 1018, 1523, 1074]
list-item: Reiskirchen: Pg. Hans Herrchen, Bad Schwalbach: [470, 517, 770, 531]
article-text: ** Weihnachtsausstellung oberhessischer Künstler. Vom morgigen Sonntag ab macht der Oberhessische Kunstverein im Foyer des Stadttheaters eine Weihnachtsausstellung oberhessischer Künstler der Öffentlichkeit zugänglich. Gemälde, Graphiken und Plastiken bilden den Bestand der Ausstellung.: [1193, 390, 1523, 475]
list-item: Großen-Buseck: Pg. Leißeit, Niederhöchstadt: [470, 393, 742, 407]
list-item: Treis a. d. Lda.: Kreisgeschäftsführer Pg. Weber, Gießen: [470, 548, 808, 562]
bottom-articles: [470, 1754, 1176, 2249]
subheadline: Einiges über die Benutzung der Kleiderkarte und der Lebensmittelkarten.: [545, 805, 1102, 821]
list-item: Bettenhausen: Pg. Lenz, Bad Homburg: [470, 361, 703, 376]
signature: —y—: [416, 1195, 447, 1209]
headline-gewaltverbrecher: Gewaltverbrecher zum Tode verurteilt.: [1223, 1585, 1493, 1626]
column-rule: [1184, 116, 1185, 2311]
article-text: Am Sonntag, gegen Abend, wenn das Wunschkonzert für die Wehrmacht zu Ende und das Zimmer schon ganz dämmerig geworden ist, sitzt die Mutter mit den Kindern vor dem Adventskranz, steckt die roten Kerzen an, nimmt das dicke Märchenbuch der Brüder Grimm und beginnt vorzulesen: „Rotkäppchen“, dann „Vom Bögelchen, Mäuschen und der Bratwurst“, dann „Das Lumpengesindel“, das die Geschwister innig lieben, und zuletzt „Rumpelstilzchen“ … „Heute back ich, morgen brau ich, übermorgen hol ich der Königin ihr Kind …“: [78, 188, 447, 329]
list-item: Daubringen: Pg. Leißeit, Niederhöchstadt: [833, 492, 1084, 506]
closing-row: [470, 735, 1176, 749]
subhead: Das neue KdF.-Monatsheft.: [172, 1918, 353, 1932]
list-item: Geilshausen: Pg. Karl Ernst Heß, Gießen: [470, 631, 714, 645]
subhead: Ortszeit für den 1. Dezember.: [165, 1726, 361, 1740]
article-text: Die Schauspielerin Frau Rose Stirl, seit 1934 geschätztes Mitglied des Gießener Stadttheaters, ist gestern, Freitag vormittag, einem Leiden erlegen, das sie bereits vor längerer Zeit befallen hatte. Noch Mitte November stand die Künstlerin zusammen mit ihrem Töchterchen Antonia in der Aufführung „Dr. med. Hiob Prätorius“ von Curt Götz auf der Bühne.: [78, 541, 447, 640]
